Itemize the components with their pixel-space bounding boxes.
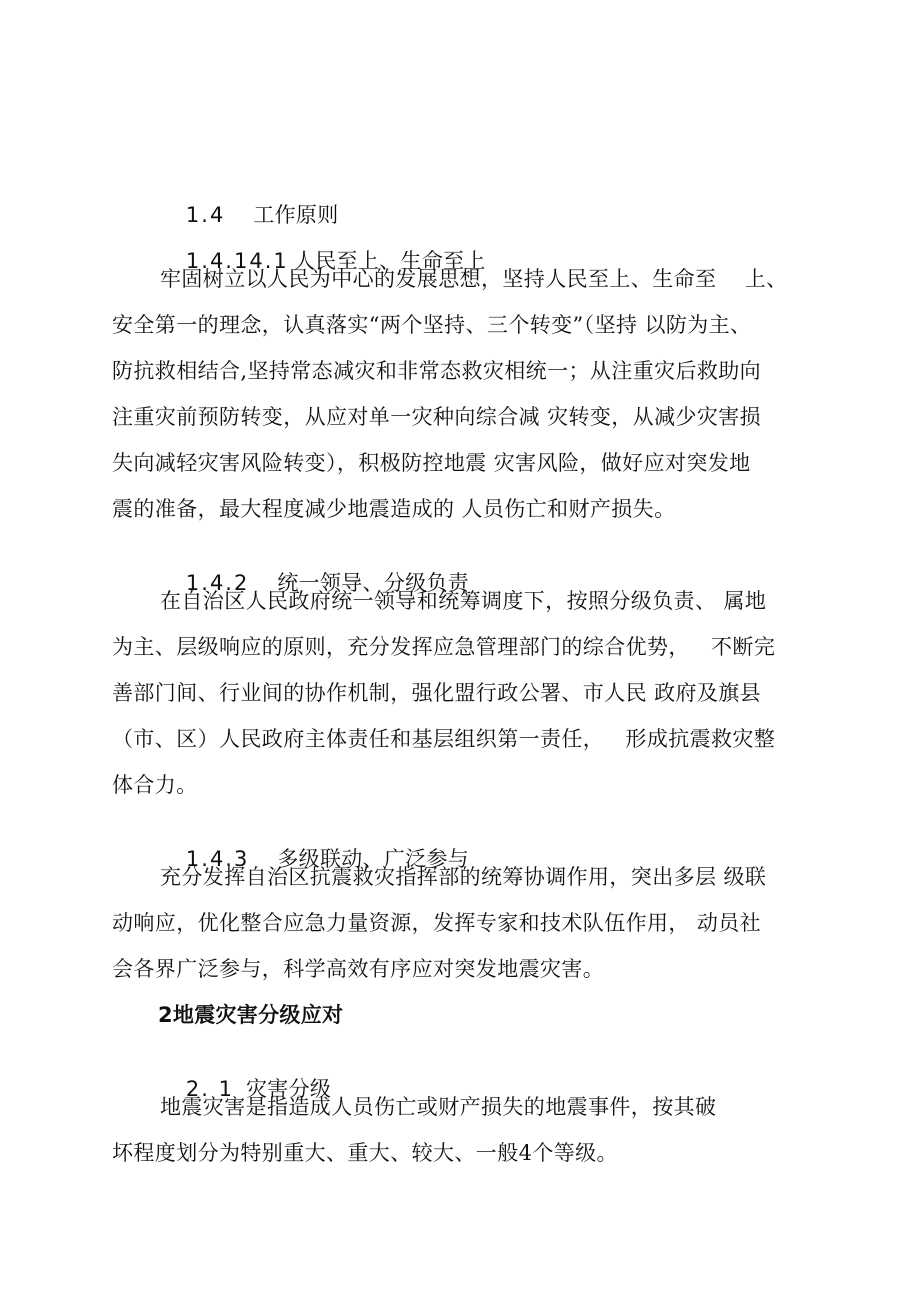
section-title: 灾害分级	[245, 1077, 332, 1101]
paragraph-line: 为主、层级响应的原则，充分发挥应急管理部门的综合优势， 不断完	[112, 635, 776, 659]
chapter-heading-2: 2地震灾害分级应对	[158, 1003, 344, 1027]
paragraph-line: 安全第一的理念，认真落实“两个坚持、三个转变”（坚持 以防为主、	[112, 313, 752, 337]
paragraph-line: （市、区）人民政府主体责任和基层组织第一责任， 形成抗震救灾整	[112, 727, 776, 751]
section-title: 统一领导、分级负责	[277, 571, 470, 595]
paragraph-line: 动响应，优化整合应急力量资源，发挥专家和技术队伍作用， 动员社	[112, 911, 762, 935]
section-number: 1.4.3	[185, 847, 250, 871]
paragraph-line: 充分发挥自治区抗震救灾指挥部的统筹协调作用，突出多层 级联	[160, 865, 767, 889]
paragraph-line: 在自治区人民政府统一领导和统筹调度下，按照分级负责、 属地	[160, 589, 767, 613]
section-title: 多级联动、广泛参与	[277, 847, 470, 871]
paragraph-line: 坏程度划分为特别重大、重大、较大、一般4个等级。	[112, 1141, 618, 1165]
section-number: 1.4.2	[185, 571, 250, 595]
paragraph-line: 失向减轻灾害风险转变），积极防控地震 灾害风险，做好应对突发地	[112, 451, 751, 475]
section-number: 2. 1	[185, 1077, 234, 1101]
paragraph-line: 震的准备，最大程度减少地震造成的 人员伤亡和财产损失。	[112, 497, 676, 521]
section-title: 工作原则	[253, 203, 339, 227]
paragraph-line: 体合力。	[112, 773, 198, 797]
paragraph-line: 善部门间、行业间的协作机制，强化盟行政公署、市人民 政府及旗县	[112, 681, 762, 705]
paragraph-line: 注重灾前预防转变，从应对单一灾种向综合减 灾转变，从减少灾害损	[112, 405, 762, 429]
section-number: 1.4	[185, 203, 226, 227]
section-number: 1.4.14.	[185, 249, 274, 273]
paragraph-line: 防抗救相结合,坚持常态减灾和非常态救灾相统一；从注重灾后救助向	[112, 359, 762, 383]
paragraph-line: 会各界广泛参与，科学高效有序应对突发地震灾害。	[112, 957, 605, 981]
paragraph-line: 地震灾害是指造成人员伤亡或财产损失的地震事件，按其破	[160, 1095, 717, 1119]
paragraph-line: 牢固树立以人民为中心的发展思想，坚持人民至上、生命至 上、	[160, 267, 788, 291]
section-title: 1 人民至上、生命至上	[273, 249, 486, 273]
